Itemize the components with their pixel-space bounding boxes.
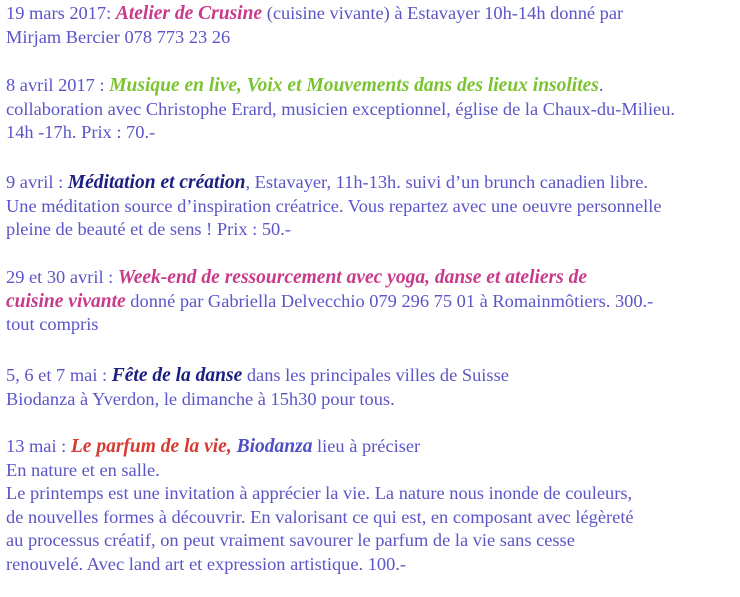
event-details: dans les principales villes de Suisse [242, 365, 509, 385]
event-title: Atelier de Crusine [115, 3, 263, 24]
event-details: . [598, 75, 604, 95]
event-title: Le parfum de la vie, [70, 436, 232, 457]
event-second-line [6, 290, 736, 314]
event-first-line [6, 266, 736, 290]
event-title: Musique en live, Voix et Mouvements dans des lieux insolites [109, 75, 599, 96]
event-detail-line: Mirjam Bercier 078 773 23 26 [6, 26, 231, 47]
event-details: donné par Gabriella Delvecchio 079 296 75 01 à Romainmôtiers. 300.- [125, 290, 654, 311]
event-detail-line: En nature et en salle. [6, 459, 160, 480]
event-detail-line: de nouvelles formes à découvrir. En valorisant ce qui est, en composant avec légèreté [6, 506, 634, 527]
event-first-line [6, 435, 736, 459]
event-detail-line: renouvelé. Avec land art et expression artistique. 100.- [6, 553, 407, 574]
event-title: Méditation et création [67, 172, 246, 193]
event-atelier-crusine [6, 2, 736, 49]
event-meditation-creation [6, 171, 736, 242]
event-date: 29 et 30 avril : [6, 267, 118, 287]
event-first-line [6, 364, 736, 388]
event-details: (cuisine vivante) à Estavayer 10h-14h donné par [262, 3, 624, 23]
event-detail-line: Une méditation source d’inspiration créatrice. Vous repartez avec une oeuvre personnelle [6, 195, 662, 216]
event-parfum-de-la-vie [6, 435, 736, 577]
event-date: 8 avril 2017 : [6, 75, 110, 95]
event-detail-line: pleine de beauté et de sens ! Prix : 50.- [6, 219, 291, 240]
event-date: 9 avril : [6, 172, 68, 192]
event-first-line [6, 171, 736, 195]
event-first-line [6, 74, 736, 98]
event-detail-line: tout compris [6, 314, 99, 335]
event-title: Week-end de ressourcement avec yoga, danse et ateliers de [117, 267, 588, 288]
event-musique-en-live [6, 74, 736, 145]
event-first-line [6, 2, 736, 26]
event-detail-line: Biodanza à Yverdon, le dimanche à 15h30 pour tous. [6, 388, 395, 409]
event-fete-de-la-danse [6, 364, 736, 411]
event-detail-line: 14h -17h. Prix : 70.- [6, 122, 156, 143]
event-detail-line: au processus créatif, on peut vraiment savourer le parfum de la vie sans cesse [6, 530, 575, 551]
event-title: Fête de la danse [111, 365, 243, 386]
event-title-biodanza: Biodanza [231, 436, 313, 457]
event-detail-line: Le printemps est une invitation à apprécier la vie. La nature nous inonde de couleurs, [6, 483, 633, 504]
event-detail-line: collaboration avec Christophe Erard, musicien exceptionnel, église de la Chaux-du-Milieu. [6, 98, 676, 119]
event-details: , Estavayer, 11h-13h. suivi d’un brunch canadien libre. [245, 172, 649, 192]
event-date: 5, 6 et 7 mai : [6, 365, 112, 385]
event-details: lieu à préciser [312, 436, 421, 456]
event-title-continued: cuisine vivante [6, 290, 126, 312]
event-week-end-ressourcement [6, 266, 736, 337]
event-date: 13 mai : [6, 436, 71, 456]
event-date: 19 mars 2017: [6, 3, 116, 23]
